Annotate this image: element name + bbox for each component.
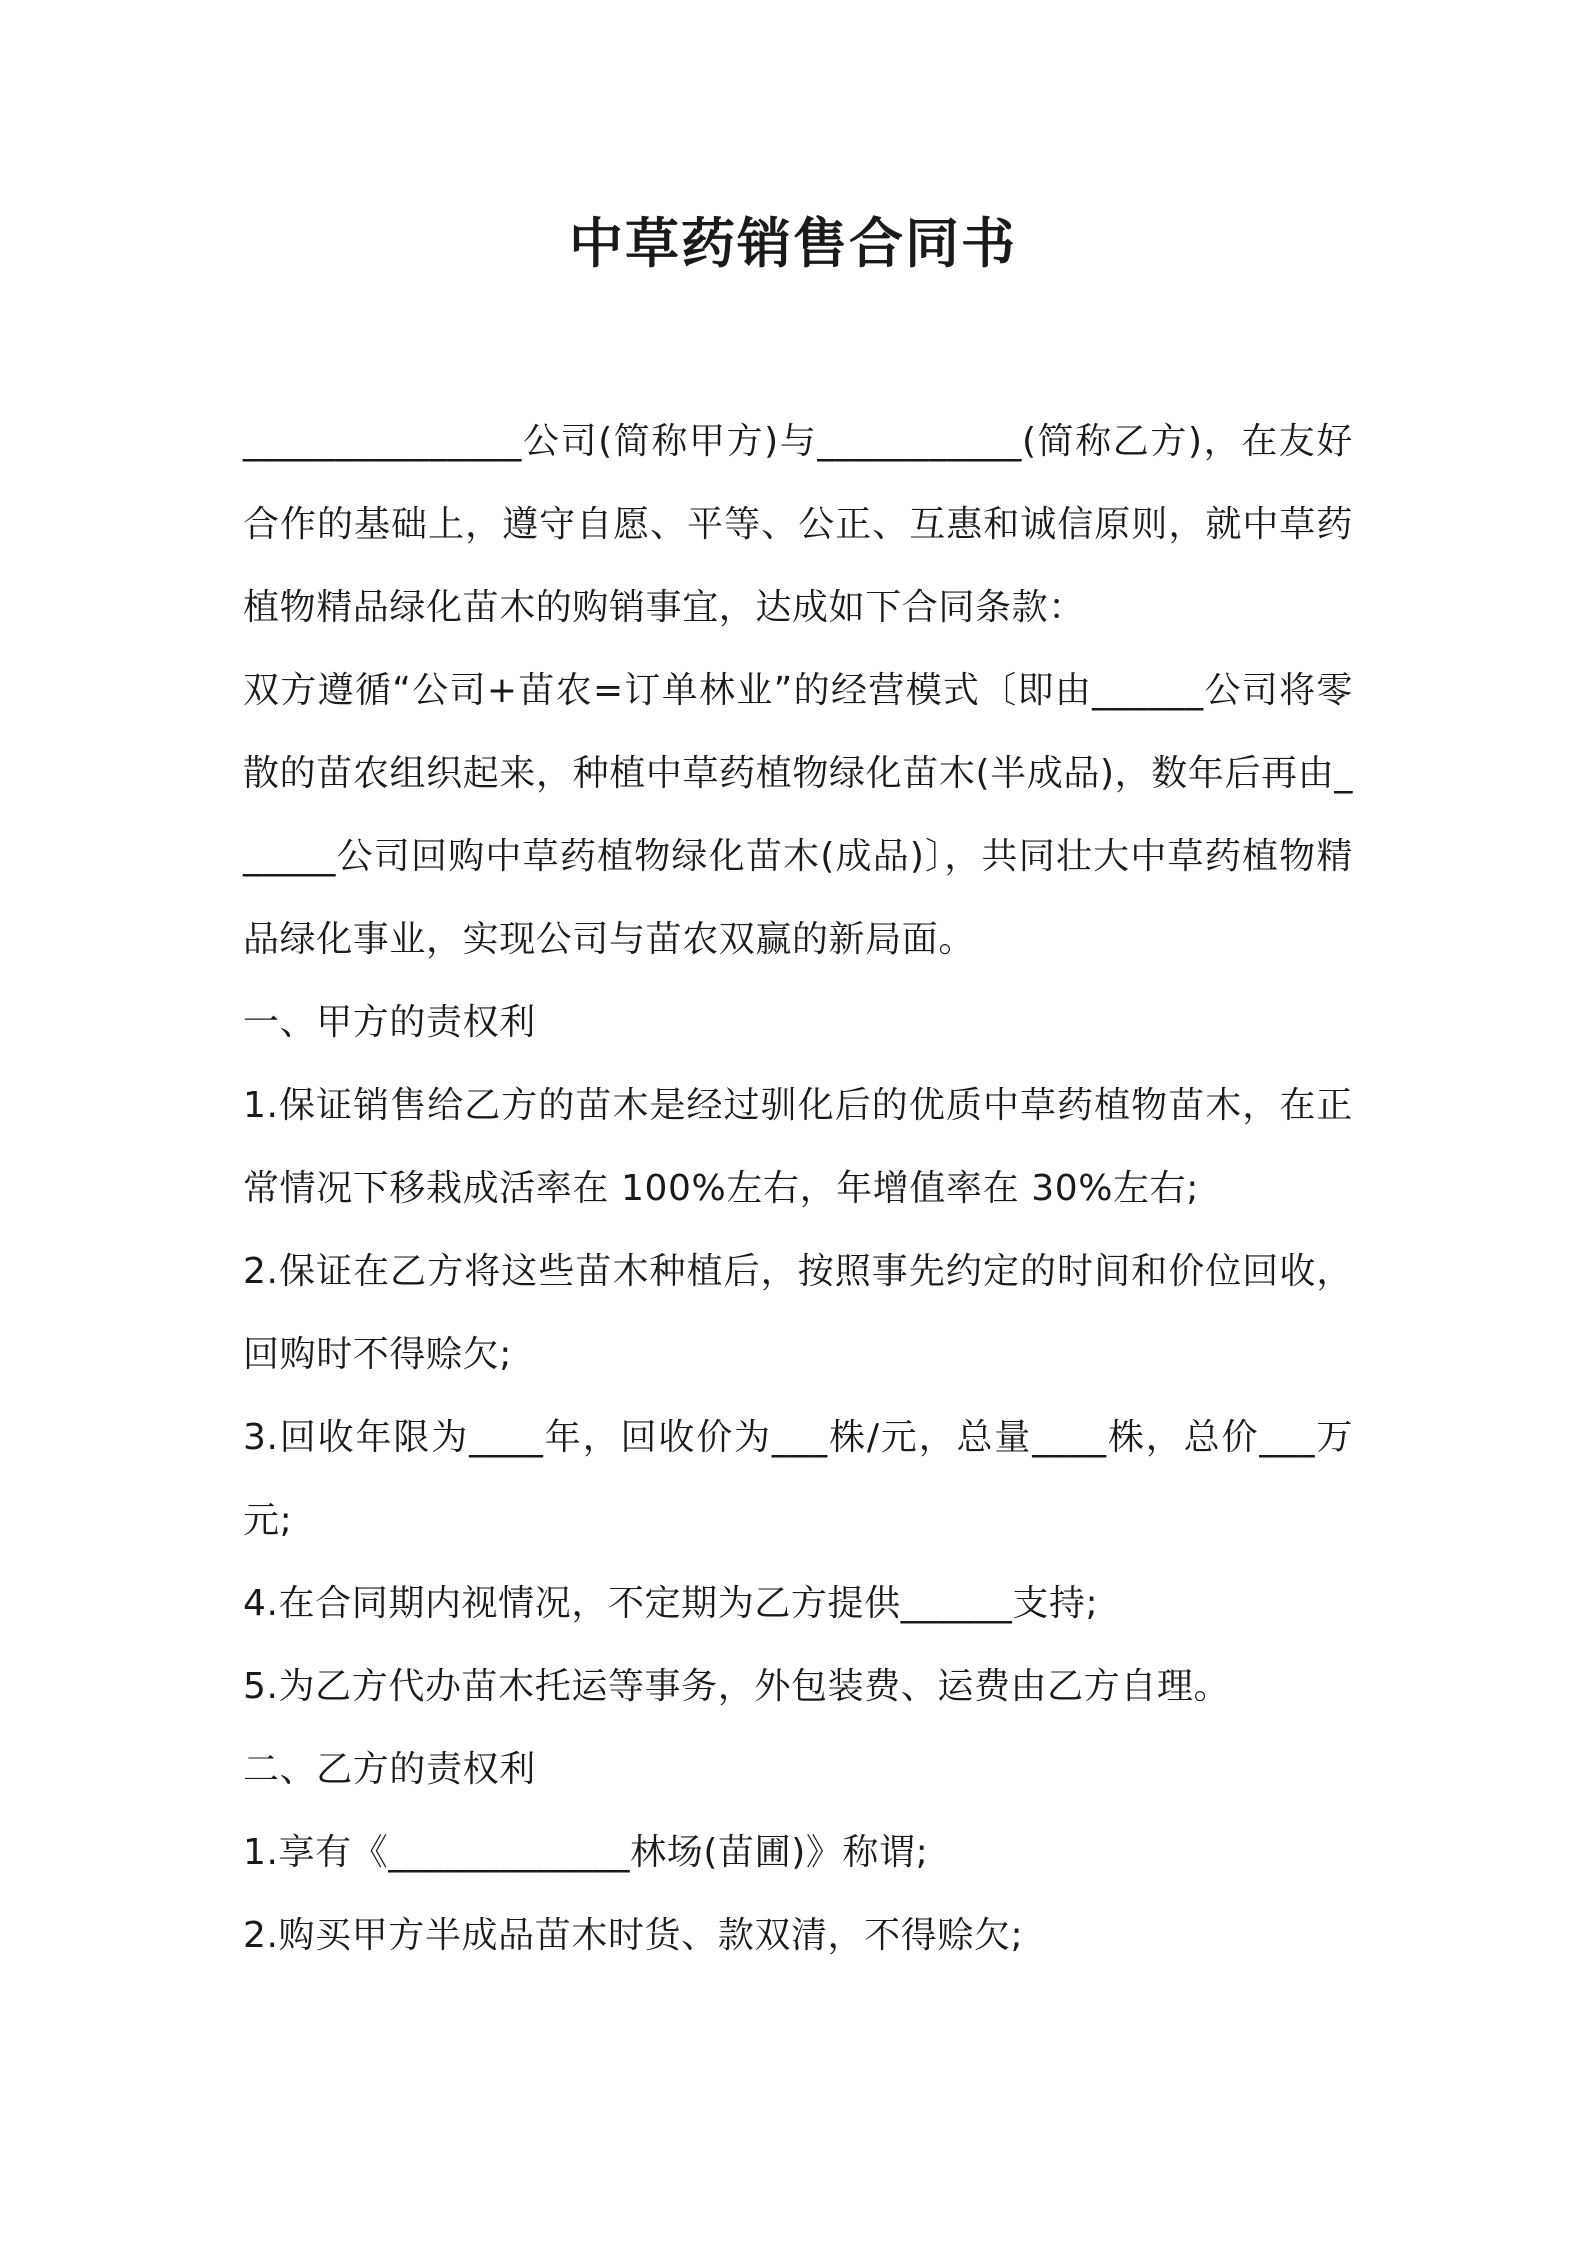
document-body [243, 400, 1353, 1977]
party-a-clause-5: 5.为乙方代办苗木托运等事务，外包装费、运费由乙方自理。 [243, 1666, 1231, 1707]
party-a-clause-2: 2.保证在乙方将这些苗木种植后，按照事先约定的时间和价位回收，回购时不得赊欠; [243, 1251, 1353, 1375]
section-heading-party-a: 一、甲方的责权利 [243, 1002, 536, 1043]
party-b-clause-1: 1.享有《_____________林场(苗圃)》称谓; [243, 1832, 929, 1873]
party-b-clause-2: 2.购买甲方半成品苗木时货、款双清，不得赊欠; [243, 1915, 1024, 1956]
party-a-clause-4: 4.在合同期内视情况，不定期为乙方提供______支持; [243, 1583, 1099, 1624]
business-model-paragraph: 双方遵循“公司+苗农=订单林业”的经营模式〔即由______公司将零散的苗农组织起来，种植中草药植物绿化苗木(半成品)，数年后再由______公司回购中草药植物绿化苗木(成品)〕，共同壮大中草药植物精品绿化事业，实现公司与苗农双赢的新局面。 [243, 670, 1353, 960]
section-heading-party-b: 二、乙方的责权利 [243, 1749, 536, 1790]
document-title: 中草药销售合同书 [569, 212, 1017, 275]
party-a-clause-3: 3.回收年限为____年，回收价为___株/元，总量____株，总价___万元; [243, 1417, 1353, 1541]
party-a-clause-1: 1.保证销售给乙方的苗木是经过驯化后的优质中草药植物苗木，在正常情况下移栽成活率在 100%左右，年增值率在 30%左右; [243, 1085, 1353, 1209]
intro-paragraph: _______________公司(简称甲方)与___________(简称乙方)，在友好合作的基础上，遵守自愿、平等、公正、互惠和诚信原则，就中草药植物精品绿化苗木的购销事宜，达成如下合同条款： [243, 421, 1353, 628]
